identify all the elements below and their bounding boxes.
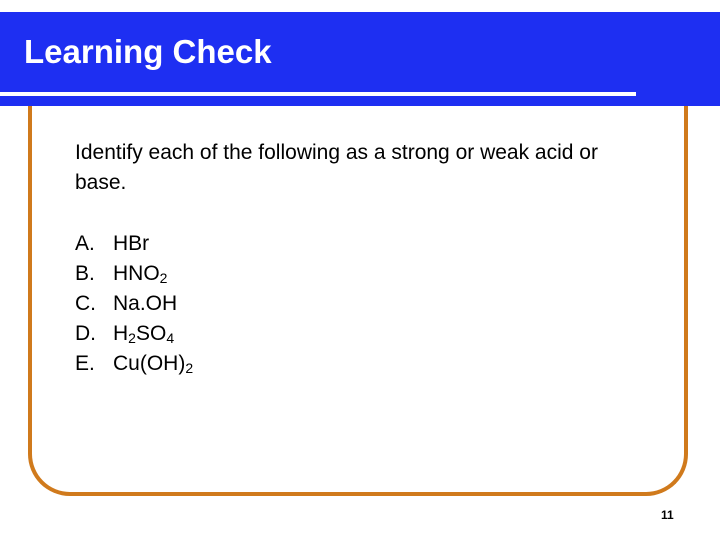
formula-subscript: 2 [128,330,136,346]
option-letter: B. [75,262,95,285]
option-formula [113,259,167,289]
answer-options-list [75,229,193,379]
option-a [75,229,193,259]
option-letter: A. [75,232,95,255]
option-letter: D. [75,322,96,345]
formula-subscript: 2 [159,270,168,286]
option-formula [113,229,149,259]
title-bar-edge [692,12,720,106]
slide-title: Learning Check [24,33,272,70]
question-prompt: Identify each of the following as a strong or weak acid or base. [75,141,598,194]
option-formula [113,349,193,379]
formula-subscript: 4 [166,330,175,346]
option-b [75,259,193,289]
formula-text: HBr [113,232,150,255]
option-formula [113,319,174,349]
formula-text: Na.OH [113,292,178,315]
formula-subscript: 2 [185,360,194,376]
title-underline [0,96,636,106]
option-d [75,319,193,349]
option-e [75,349,193,379]
formula-text: SO [135,322,167,345]
option-formula [113,289,177,319]
option-letter: C. [75,292,96,315]
option-c [75,289,193,319]
option-letter: E. [75,352,95,375]
page-number: 11 [661,508,674,522]
formula-text: H [113,322,129,345]
formula-text: Cu(OH) [113,352,186,375]
formula-text: HNO [113,262,160,285]
